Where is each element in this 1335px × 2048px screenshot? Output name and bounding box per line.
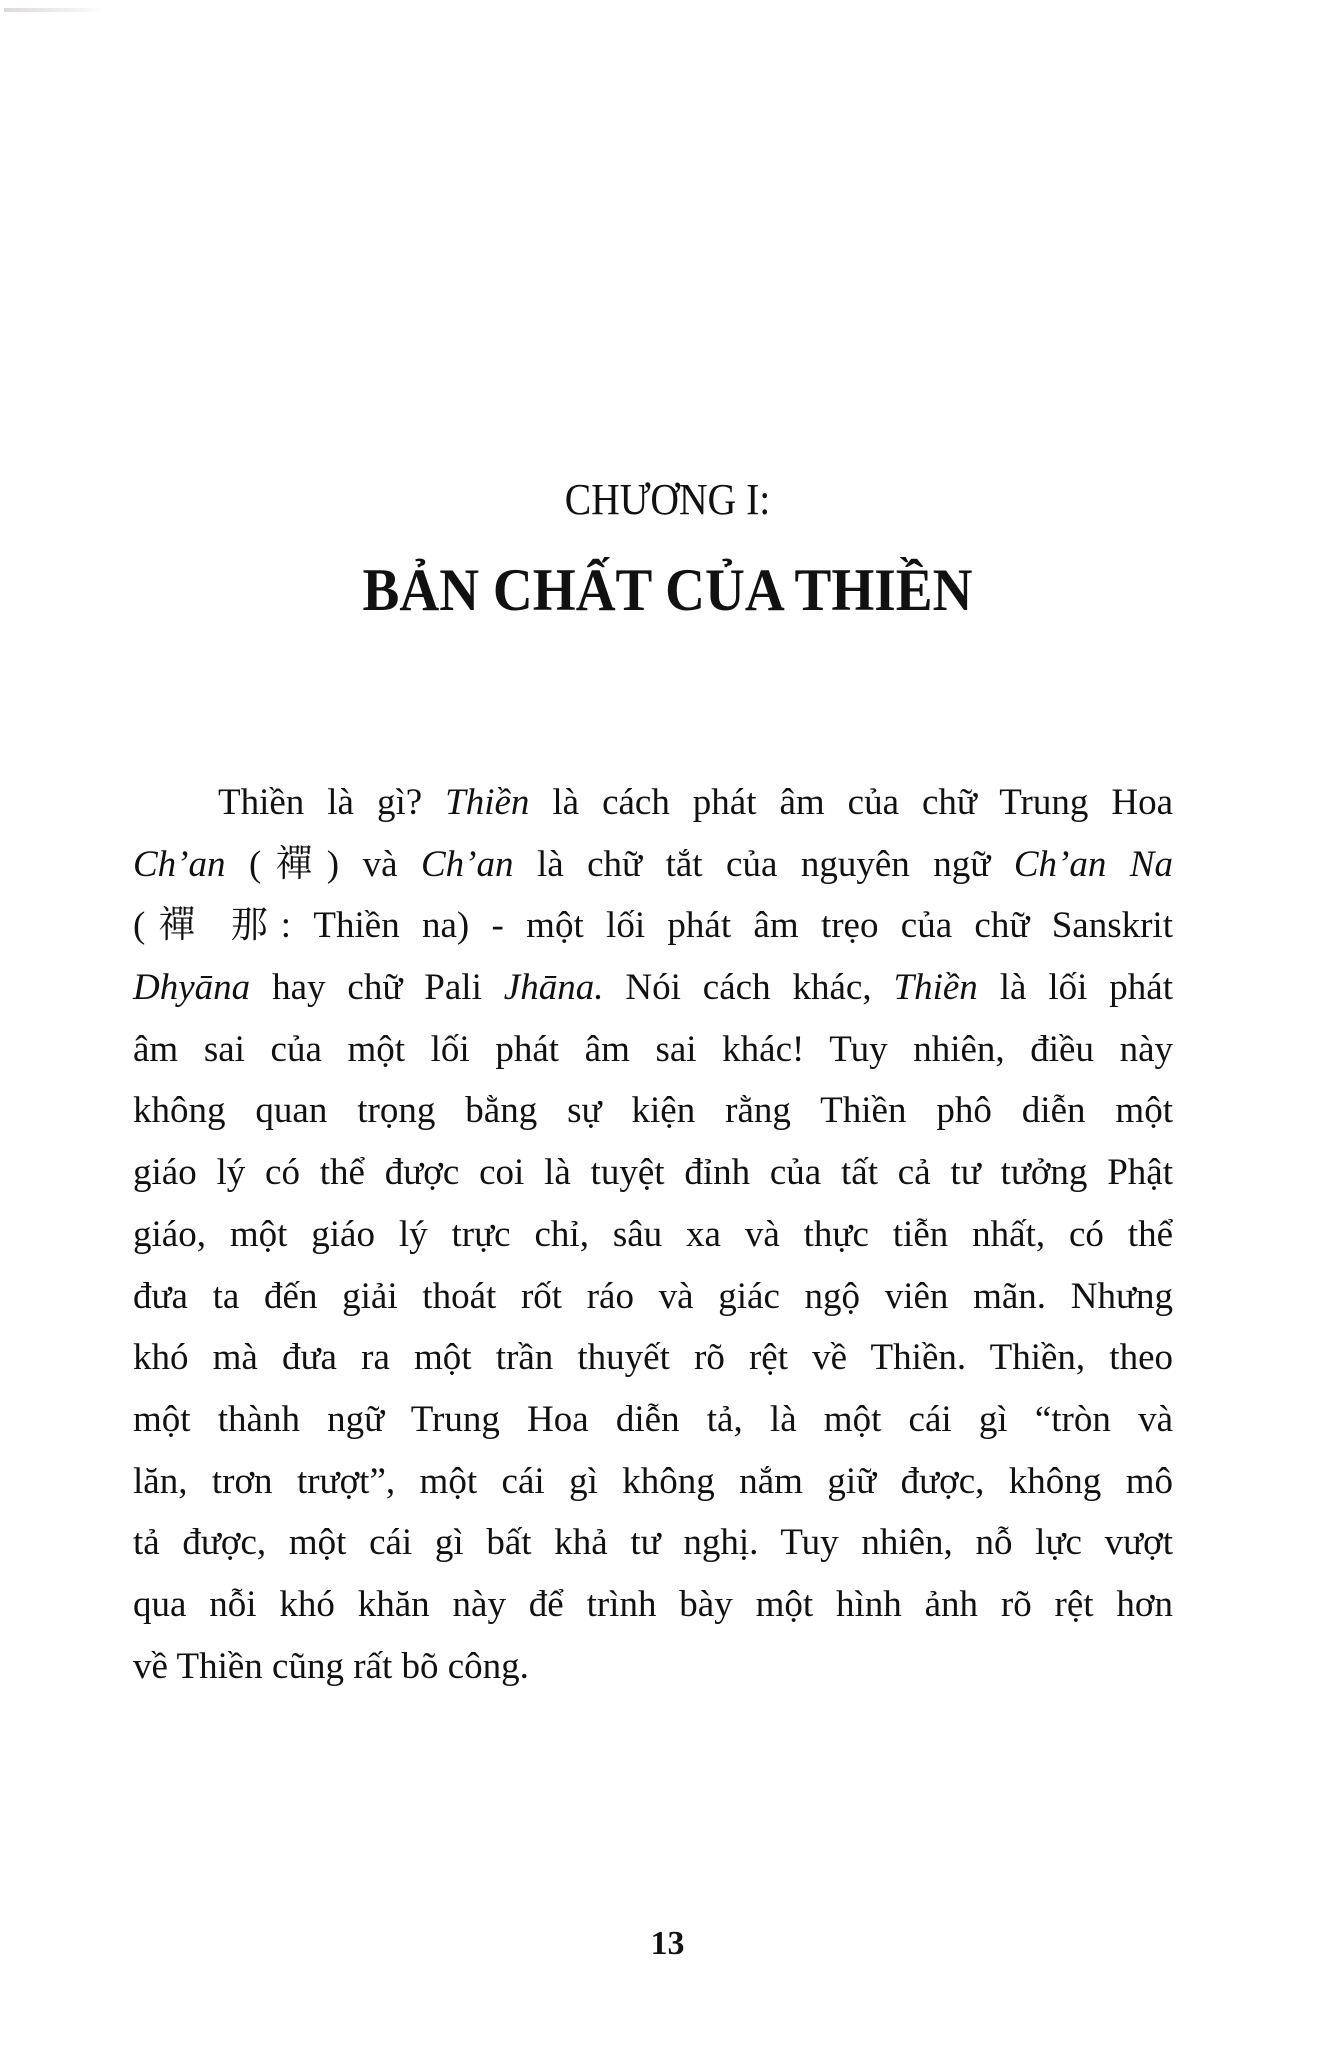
text-line — [133, 1019, 1173, 1081]
italic-term: Thiền — [445, 782, 530, 823]
text-line — [133, 1574, 1173, 1636]
text-line — [133, 1327, 1173, 1389]
text-run: giáo lý có thể được coi là tuyệt đỉnh của tất cả tư tưởng Phật — [133, 1152, 1173, 1194]
text-line — [133, 1080, 1173, 1142]
text-line — [133, 1451, 1173, 1513]
italic-term: Thiền — [893, 967, 978, 1009]
scan-edge-mark — [4, 8, 104, 12]
text-run: Thiền là gì? — [218, 782, 446, 823]
text-run: (禪) và — [225, 843, 421, 885]
text-line — [133, 895, 1173, 957]
text-run: khó mà đưa ra một trần thuyết rõ rệt về Thiền. Thiền, theo — [133, 1337, 1173, 1379]
text-run: về Thiền cũng rất bõ công. — [133, 1645, 529, 1687]
text-run: là cách phát âm của chữ Trung Hoa — [529, 782, 1173, 823]
text-line — [133, 1512, 1173, 1574]
text-run: là lối phát — [977, 967, 1173, 1009]
text-line — [133, 1636, 1173, 1698]
chapter-title: BẢN CHẤT CỦA THIỀN — [362, 557, 973, 623]
text-line — [133, 1204, 1173, 1266]
text-line — [133, 772, 1173, 834]
text-run: lăn, trơn trượt”, một cái gì không nắm giữ được, không mô — [133, 1460, 1173, 1502]
text-run: qua nỗi khó khăn này để trình bày một hình ảnh rõ rệt hơn — [133, 1583, 1173, 1625]
italic-term: Dhyāna — [133, 967, 251, 1009]
chapter-label: CHƯƠNG I: — [564, 475, 771, 524]
text-run: tả được, một cái gì bất khả tư nghị. Tuy nhiên, nỗ lực vượt — [133, 1522, 1173, 1564]
italic-term: Ch’an Na — [1013, 843, 1173, 885]
text-run: đưa ta đến giải thoát rốt ráo và giác ngộ viên mãn. Nhưng — [133, 1275, 1173, 1317]
text-run: không quan trọng bằng sự kiện rằng Thiền phô diễn một — [133, 1090, 1173, 1132]
text-line — [133, 957, 1173, 1019]
italic-term: Ch’an — [420, 843, 514, 885]
text-line — [133, 834, 1173, 896]
text-run: (禪 那: Thiền na) - một lối phát âm trẹo của chữ Sanskrit — [133, 905, 1173, 947]
text-run: giáo, một giáo lý trực chỉ, sâu xa và thực tiễn nhất, có thể — [133, 1213, 1173, 1255]
italic-term: Ch’an — [133, 843, 226, 885]
body-paragraph — [133, 772, 1173, 1697]
text-run: là chữ tắt của nguyên ngữ — [513, 843, 1014, 885]
text-run: Nói cách khác, — [603, 967, 894, 1009]
text-line — [133, 1389, 1173, 1451]
text-line — [133, 1142, 1173, 1204]
text-line — [133, 1266, 1173, 1328]
text-run: một thành ngữ Trung Hoa diễn tả, là một cái gì “tròn và — [133, 1398, 1173, 1440]
text-run: hay chữ Pali — [250, 967, 504, 1009]
text-run: âm sai của một lối phát âm sai khác! Tuy nhiên, điều này — [133, 1028, 1173, 1070]
italic-term: Jhāna. — [503, 967, 604, 1009]
page-number: 13 — [650, 1925, 685, 1962]
